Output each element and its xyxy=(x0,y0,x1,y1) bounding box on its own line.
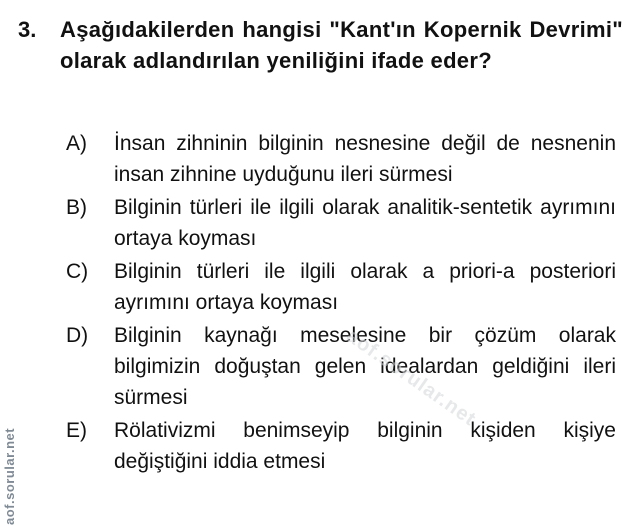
answer-options xyxy=(66,128,616,479)
option-text: Bilginin kaynağı meselesine bir çözüm olarak bilgimizin doğuştan gelen idealardan geldiğini ileri sürmesi xyxy=(114,324,616,409)
option-letter: E) xyxy=(66,419,87,442)
watermark-side: aof.sorular.net xyxy=(2,427,17,525)
question-text: Aşağıdakilerden hangisi "Kant'ın Kopernik Devrimi" olarak adlandırılan yeniliğini ifade eder? xyxy=(60,17,623,73)
option-text: Bilginin türleri ile ilgili olarak analitik-sentetik ayrımını ortaya koyması xyxy=(114,196,616,250)
watermark-diagonal: aof.sorular.net xyxy=(342,325,481,431)
option-text: İnsan zihninin bilginin nesnesine değil de nesnenin insan zihnine uyduğunu ileri sürmesi xyxy=(114,132,616,186)
question-number: 3. xyxy=(18,17,37,42)
option-letter: C) xyxy=(66,260,89,283)
option-e[interactable] xyxy=(66,415,616,477)
option-a[interactable] xyxy=(66,128,616,190)
option-text: Rölativizmi benimseyip bilginin kişiden kişiye değiştiğini iddia etmesi xyxy=(114,419,616,473)
option-d[interactable] xyxy=(66,320,616,413)
option-letter: B) xyxy=(66,196,87,219)
option-letter: D) xyxy=(66,324,89,347)
option-c[interactable] xyxy=(66,256,616,318)
option-text: Bilginin türleri ile ilgili olarak a priori-a posteriori ayrımını ortaya koyması xyxy=(114,260,616,314)
option-b[interactable] xyxy=(66,192,616,254)
option-letter: A) xyxy=(66,132,87,155)
question xyxy=(18,14,623,76)
